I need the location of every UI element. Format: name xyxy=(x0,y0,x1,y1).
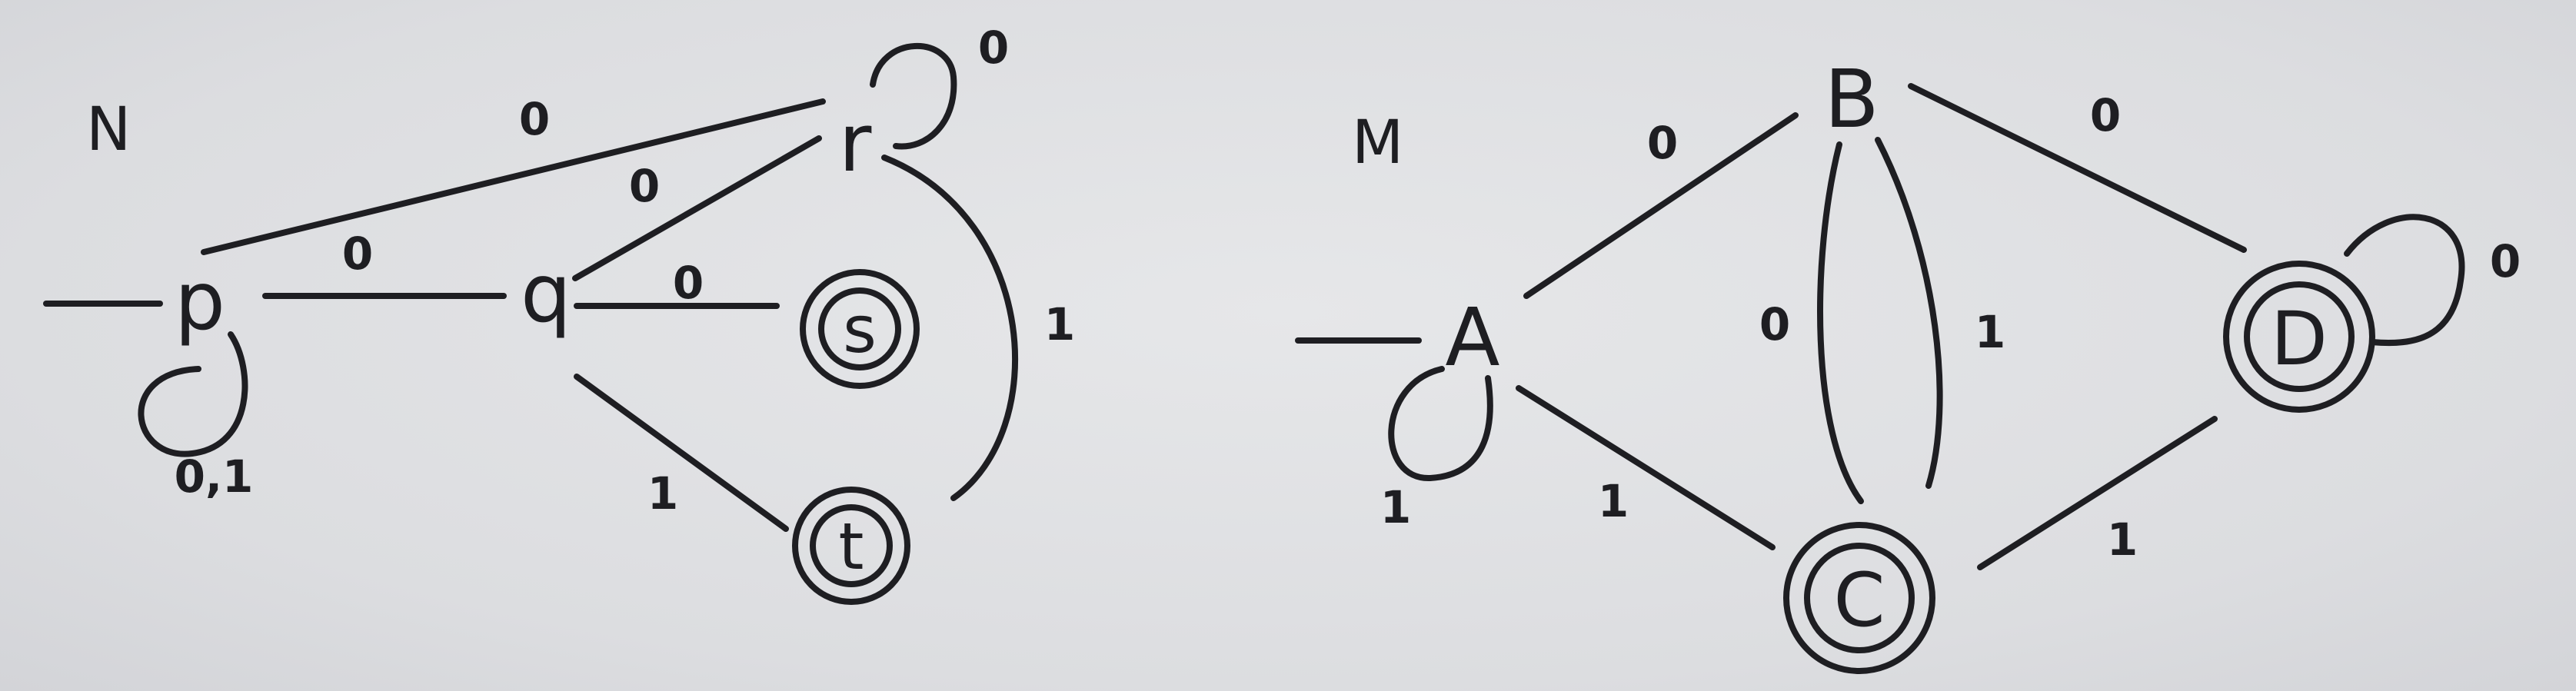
state-d-label: D xyxy=(2271,296,2328,382)
edge-b-d-label: 0 xyxy=(2089,89,2122,141)
automaton-n-name: N xyxy=(86,95,131,164)
edge-d-c-label: 1 xyxy=(2106,513,2138,566)
automaton-m-name: M xyxy=(1352,108,1404,178)
state-t xyxy=(795,490,907,602)
state-t-label: t xyxy=(838,509,864,584)
edge-r-t-label: 1 xyxy=(1043,298,1076,350)
automaton-m xyxy=(1298,52,2521,671)
edge-q-t-label: 1 xyxy=(647,467,679,520)
edge-a-a xyxy=(1391,369,1490,478)
edge-c-a-label: 1 xyxy=(1597,475,1629,527)
edge-b-c-label: 1 xyxy=(1974,306,2006,358)
edge-p-q-label: 0 xyxy=(341,228,374,280)
edge-c-b xyxy=(1820,145,1861,501)
automaton-n xyxy=(46,22,1075,602)
state-c-label: C xyxy=(1833,557,1885,643)
edge-r-r xyxy=(873,46,954,147)
edge-d-c xyxy=(1980,419,2215,567)
edge-q-s-label: 0 xyxy=(672,257,704,309)
edge-q-r-label: 0 xyxy=(628,160,661,212)
state-p-label: p xyxy=(174,254,226,348)
state-c xyxy=(1786,525,1932,671)
edge-r-r-label: 0 xyxy=(977,22,1010,74)
state-d xyxy=(2226,264,2372,410)
state-a-label: A xyxy=(1445,291,1500,384)
edge-r-p-label: 0 xyxy=(518,93,551,145)
edge-a-b-label: 0 xyxy=(1646,117,1679,169)
edge-c-b-label: 0 xyxy=(1759,298,1791,350)
edge-p-p xyxy=(141,334,245,454)
edge-d-d xyxy=(2347,217,2461,343)
edge-b-d xyxy=(1911,86,2244,250)
edge-r-t xyxy=(884,158,1015,498)
state-s xyxy=(803,272,917,386)
state-b-label: B xyxy=(1824,52,1879,146)
edge-a-a-label: 1 xyxy=(1380,481,1412,533)
state-q-label: q xyxy=(520,247,572,341)
edge-p-p-label: 0,1 xyxy=(174,450,254,503)
state-r-label: r xyxy=(838,96,872,190)
edge-b-c xyxy=(1878,140,1940,486)
edge-c-a xyxy=(1519,388,1772,547)
edge-r-p xyxy=(204,101,823,252)
state-s-label: s xyxy=(843,292,877,367)
edge-d-d-label: 0 xyxy=(2489,235,2521,287)
edge-q-t xyxy=(577,377,786,529)
